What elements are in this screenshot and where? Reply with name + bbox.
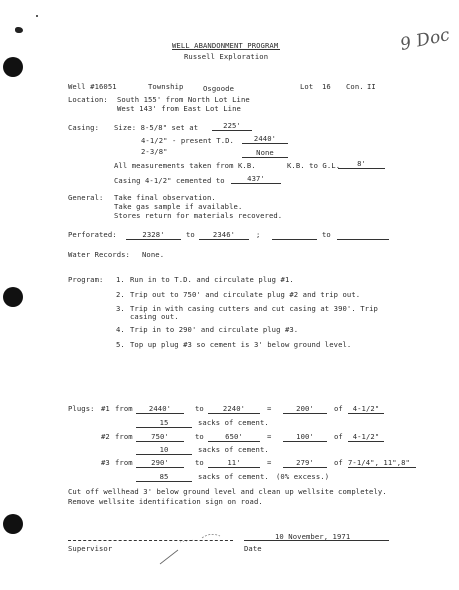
casing-label: Casing:: [68, 123, 99, 132]
casing-size-238-value: None: [242, 148, 288, 158]
plug-3-of-label: of: [334, 458, 343, 467]
program-step-1: Run in to T.D. and circulate plug #1.: [130, 275, 294, 284]
company-name: Russell Exploration: [184, 52, 269, 61]
casing-size-412-value: 2440': [242, 134, 288, 144]
plug-1-from: 2440': [136, 404, 184, 414]
supervisor-label: Supervisor: [68, 544, 113, 553]
plug-3-size: 7-1/4", 11",8": [348, 458, 416, 468]
location-line-2: West 143' from East Lot Line: [117, 104, 241, 113]
footer-instruction-2: Remove wellsite identification sign on road.: [68, 497, 263, 506]
township-value: Osgoode: [203, 84, 234, 93]
plug-3-name: #3: [101, 458, 110, 467]
date-value: 10 November, 1971: [275, 532, 351, 541]
plug-2-name: #2: [101, 432, 110, 441]
plug-3-to-label: to: [195, 458, 204, 467]
plug-1-to: 2240': [208, 404, 260, 414]
general-line-3: Stores return for materials recovered.: [114, 211, 283, 220]
water-records-label: Water Records:: [68, 250, 130, 259]
program-step-5: Top up plug #3 so cement is 3' below ground level.: [130, 340, 352, 349]
program-label: Program:: [68, 275, 104, 284]
location-label: Location:: [68, 95, 108, 104]
plugs-label: Plugs:: [68, 404, 95, 413]
well-number: Well #16051: [68, 82, 117, 91]
con-value: II: [367, 82, 376, 91]
ink-dot-mark: [36, 15, 38, 17]
plug-1-sacks: 15: [136, 418, 192, 428]
measurements-note: All measurements taken from K.B.: [114, 161, 256, 170]
plug-1-of-label: of: [334, 404, 343, 413]
plug-3-sacks-note: (0% excess.): [276, 472, 330, 481]
handwritten-note: 9 Doc: [398, 25, 452, 55]
program-step-3-num: 3.: [116, 304, 125, 313]
program-step-3: Trip in with casing cutters and cut casing at 390'. Trip: [130, 304, 378, 313]
footer-instruction-1: Cut off wellhead 3' below ground level and clean up wellsite completely.: [68, 487, 387, 496]
program-step-4-num: 4.: [116, 325, 125, 334]
plug-3-eq: =: [267, 458, 272, 467]
plug-1-sacks-label: sacks of cement.: [198, 418, 269, 427]
perforated-to-label-1: to: [186, 230, 195, 239]
plug-2-eq: =: [267, 432, 272, 441]
plug-2-from-label: from: [115, 432, 133, 441]
plug-1-to-label: to: [195, 404, 204, 413]
plug-2-length: 100': [283, 432, 327, 442]
plug-3-from: 290': [136, 458, 184, 468]
casing-size-412-label: 4-1/2" - present T.D.: [141, 136, 234, 145]
casing-cemented-label: Casing 4-1/2" cemented to: [114, 176, 225, 185]
plug-2-of-label: of: [334, 432, 343, 441]
date-line: [244, 540, 389, 541]
plug-1-eq: =: [267, 404, 272, 413]
kb-gl-label: K.B. to G.L.: [287, 161, 341, 170]
title-underline: [172, 49, 280, 50]
program-step-2: Trip out to 750' and circulate plug #2 and trip out.: [130, 290, 361, 299]
casing-size-858-label: Size: 8-5/8" set at: [114, 123, 199, 132]
punch-hole-top: [3, 57, 23, 77]
kb-gl-value: 8': [338, 159, 385, 169]
plug-3-length: 279': [283, 458, 327, 468]
punch-hole-middle: [3, 287, 23, 307]
casing-cemented-value: 437': [231, 174, 281, 184]
water-records-value: None.: [142, 250, 165, 259]
general-label: General:: [68, 193, 104, 202]
plug-2-sacks: 10: [136, 445, 192, 455]
program-step-2-num: 2.: [116, 290, 125, 299]
general-line-2: Take gas sample if available.: [114, 202, 243, 211]
con-label: Con.: [346, 82, 364, 91]
plug-3-from-label: from: [115, 458, 133, 467]
location-line-1: South 155' from North Lot Line: [117, 95, 250, 104]
plug-2-from: 750': [136, 432, 184, 442]
program-step-1-num: 1.: [116, 275, 125, 284]
perforated-to-2-blank: [337, 239, 389, 240]
general-line-1: Take final observation.: [114, 193, 216, 202]
plug-1-from-label: from: [115, 404, 133, 413]
supervisor-line: [68, 540, 233, 541]
program-step-4: Trip in to 290' and circulate plug #3.: [130, 325, 299, 334]
plug-1-name: #1: [101, 404, 110, 413]
punch-hole-bottom: [3, 514, 23, 534]
plug-1-length: 200': [283, 404, 327, 414]
casing-size-858-value: 225': [212, 121, 252, 131]
perforated-label: Perforated:: [68, 230, 117, 239]
perforated-separator: ;: [256, 230, 261, 239]
plug-1-size: 4-1/2": [348, 404, 384, 414]
plug-3-sacks-label: sacks of cement.: [198, 472, 269, 481]
ink-blot-mark: [15, 27, 23, 33]
township-label: Township: [148, 82, 184, 91]
supervisor-signature: [150, 520, 230, 570]
casing-size-238-label: 2-3/8": [141, 147, 168, 156]
perforated-to-label-2: to: [322, 230, 331, 239]
program-step-3-cont: casing out.: [130, 312, 179, 321]
date-label: Date: [244, 544, 262, 553]
program-step-5-num: 5.: [116, 340, 125, 349]
lot-value: 16: [322, 82, 331, 91]
document-title: WELL ABANDONMENT PROGRAM: [172, 41, 279, 50]
lot-label: Lot: [300, 82, 314, 91]
plug-2-sacks-label: sacks of cement.: [198, 445, 269, 454]
plug-3-sacks: 85: [136, 472, 192, 482]
plug-3-to: 11': [208, 458, 260, 468]
plug-2-to-label: to: [195, 432, 204, 441]
perforated-from-2-blank: [272, 239, 317, 240]
plug-2-to: 650': [208, 432, 260, 442]
perforated-to-1: 2346': [199, 230, 249, 240]
perforated-from-1: 2328': [126, 230, 181, 240]
plug-2-size: 4-1/2": [348, 432, 384, 442]
